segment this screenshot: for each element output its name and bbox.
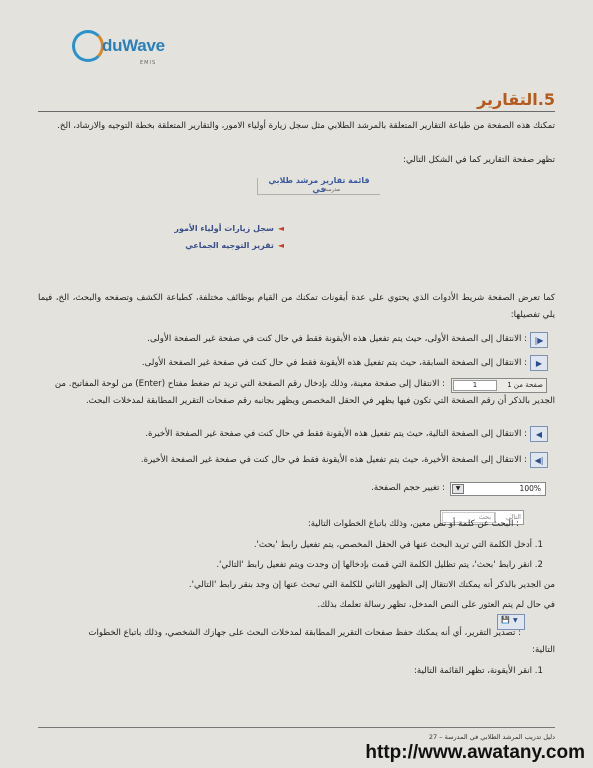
search-step-2: 2. انقر رابط 'بحث'، يتم تظليل الكلمة التي قمت بإدخالها إن وجدت ويتم تفعيل رابط 'التالي'. xyxy=(216,560,543,570)
search-find-link[interactable]: بحث xyxy=(478,513,491,521)
figure-title: قائمة تقارير مرشد طلابي في xyxy=(268,176,370,194)
logo-word: duWave xyxy=(102,36,165,55)
search-note: من الجدير بالذكر أنه يمكنك الانتقال إلى الظهور الثاني للكلمة التي تبحث عنها إن وجد بنقر رابط 'التالي'. xyxy=(188,580,555,590)
save-icon: 💾 xyxy=(501,616,510,624)
page-number-input[interactable]: 1 xyxy=(453,380,497,391)
logo-mark-icon xyxy=(72,30,104,62)
last-page-icon: |◀ xyxy=(534,455,544,465)
next-page-button[interactable] xyxy=(530,426,548,442)
next-page-icon: ◀ xyxy=(535,429,543,439)
page-number-control[interactable] xyxy=(451,378,547,393)
search-next-link[interactable]: التالي xyxy=(505,513,521,521)
heading-rule xyxy=(38,111,555,112)
search-step-1: 1. أدخل الكلمة التي تريد البحث عنها في الحقل المخصص، يتم تفعيل رابط 'بحث'. xyxy=(253,540,543,550)
first-page-desc: : الانتقال إلى الصفحة الأولى، حيث يتم تفعيل هذه الأيقونة فقط في حال كنت في صفحة غير الصفحة الأولى. xyxy=(147,334,527,344)
first-page-icon: ▶| xyxy=(534,335,544,345)
export-step-1: 1. انقر الأيقونة، تظهر القائمة التالية: xyxy=(414,666,543,676)
report-link-parent-visits[interactable]: ◄سجل زيارات أولياء الأمور xyxy=(174,224,284,233)
zoom-select[interactable] xyxy=(450,482,546,496)
report-link-group-guidance[interactable]: ◄تقرير التوجيه الجماعي xyxy=(185,241,284,250)
intro-paragraph: تمكنك هذه الصفحة من طباعة التقارير المتعلقة بالمرشد الطلابي مثل سجل زيارة أولياء الامور، والتقارير المتعلقة بخطة التوجيه والارشاد، الخ. xyxy=(57,121,555,131)
reports-intro: تظهر صفحة التقارير كما في الشكل التالي: xyxy=(403,155,555,165)
logo-sub: EMIS xyxy=(140,60,157,66)
search-not-found-note: في حال لم يتم العثور على النص المدخل، تظهر رسالة تعلمك بذلك. xyxy=(317,600,555,610)
goto-page-desc: : الانتقال إلى صفحة معينة، وذلك بإدخال رقم الصفحة التي تريد ثم ضغط مفتاح (Enter) من لوحة المفاتيح. من xyxy=(54,379,445,389)
export-desc: : تصدير التقرير، أي أنه يمكنك حفظ صفحات التقرير المطابقة لمدخلات البحث على جهازك الشخصي، وذلك باتباع الخطوات xyxy=(88,628,521,638)
footer-rule xyxy=(38,727,555,728)
chevron-down-icon[interactable]: ▼ xyxy=(452,484,464,494)
triangle-left-icon: ◄ xyxy=(277,224,284,233)
footer-text: دليل تدريب المرشد الطلابي في المدرسة – 27 xyxy=(428,733,555,741)
toolbar-intro: كما تعرض الصفحة شريط الأدوات الذي يحتوي على عدة أيقونات تمكنك من القيام بوظائف مختلفة، كطباعة الكشف وتصفحه والبحث، الخ، فيما يلي تفصيلها: xyxy=(38,293,555,320)
last-page-button[interactable] xyxy=(530,452,548,468)
eduwave-logo xyxy=(72,22,182,74)
section-heading: 5.التقارير xyxy=(477,90,555,109)
first-page-button[interactable] xyxy=(530,332,548,348)
previous-page-button[interactable] xyxy=(530,355,548,371)
watermark-url: http://www.awatany.com xyxy=(365,742,585,763)
chevron-down-icon: ▼ xyxy=(513,617,518,624)
goto-page-desc-cont: الجدير بالذكر أن رقم الصفحة التي تكون فيها يظهر في الحقل المخصص ويظهر بجانبه رقم صفحات التقرير المطابقة لمدخلات البحث. xyxy=(85,396,555,406)
next-page-desc: : الانتقال إلى الصفحة التالية، حيث يتم تفعيل هذه الأيقونة فقط في حال كنت في صفحة غير الصفحة الأخيرة. xyxy=(145,429,527,439)
previous-page-icon: ▶ xyxy=(535,358,543,368)
zoom-value: 100% xyxy=(519,484,541,493)
last-page-desc: : الانتقال إلى الصفحة الأخيرة، حيث يتم تفعيل هذه الأيقونة فقط في حال كنت في صفحة غير الصفحة الأخيرة. xyxy=(140,455,527,465)
zoom-desc: : تغيير حجم الصفحة. xyxy=(371,483,445,493)
page-count-label: صفحة من 1 xyxy=(507,381,543,389)
figure-subtitle: مدرسة xyxy=(323,187,340,193)
previous-page-desc: : الانتقال إلى الصفحة السابقة، حيث يتم تفعيل هذه الأيقونة فقط في حال كنت في صفحة غير الصفحة الأولى. xyxy=(141,358,527,368)
export-desc-cont: التالية: xyxy=(532,645,555,655)
search-desc: : البحث عن كلمة أو نص معين، وذلك باتباع الخطوات التالية: xyxy=(307,519,519,529)
triangle-left-icon: ◄ xyxy=(277,241,284,250)
reports-menu-figure xyxy=(174,176,380,258)
